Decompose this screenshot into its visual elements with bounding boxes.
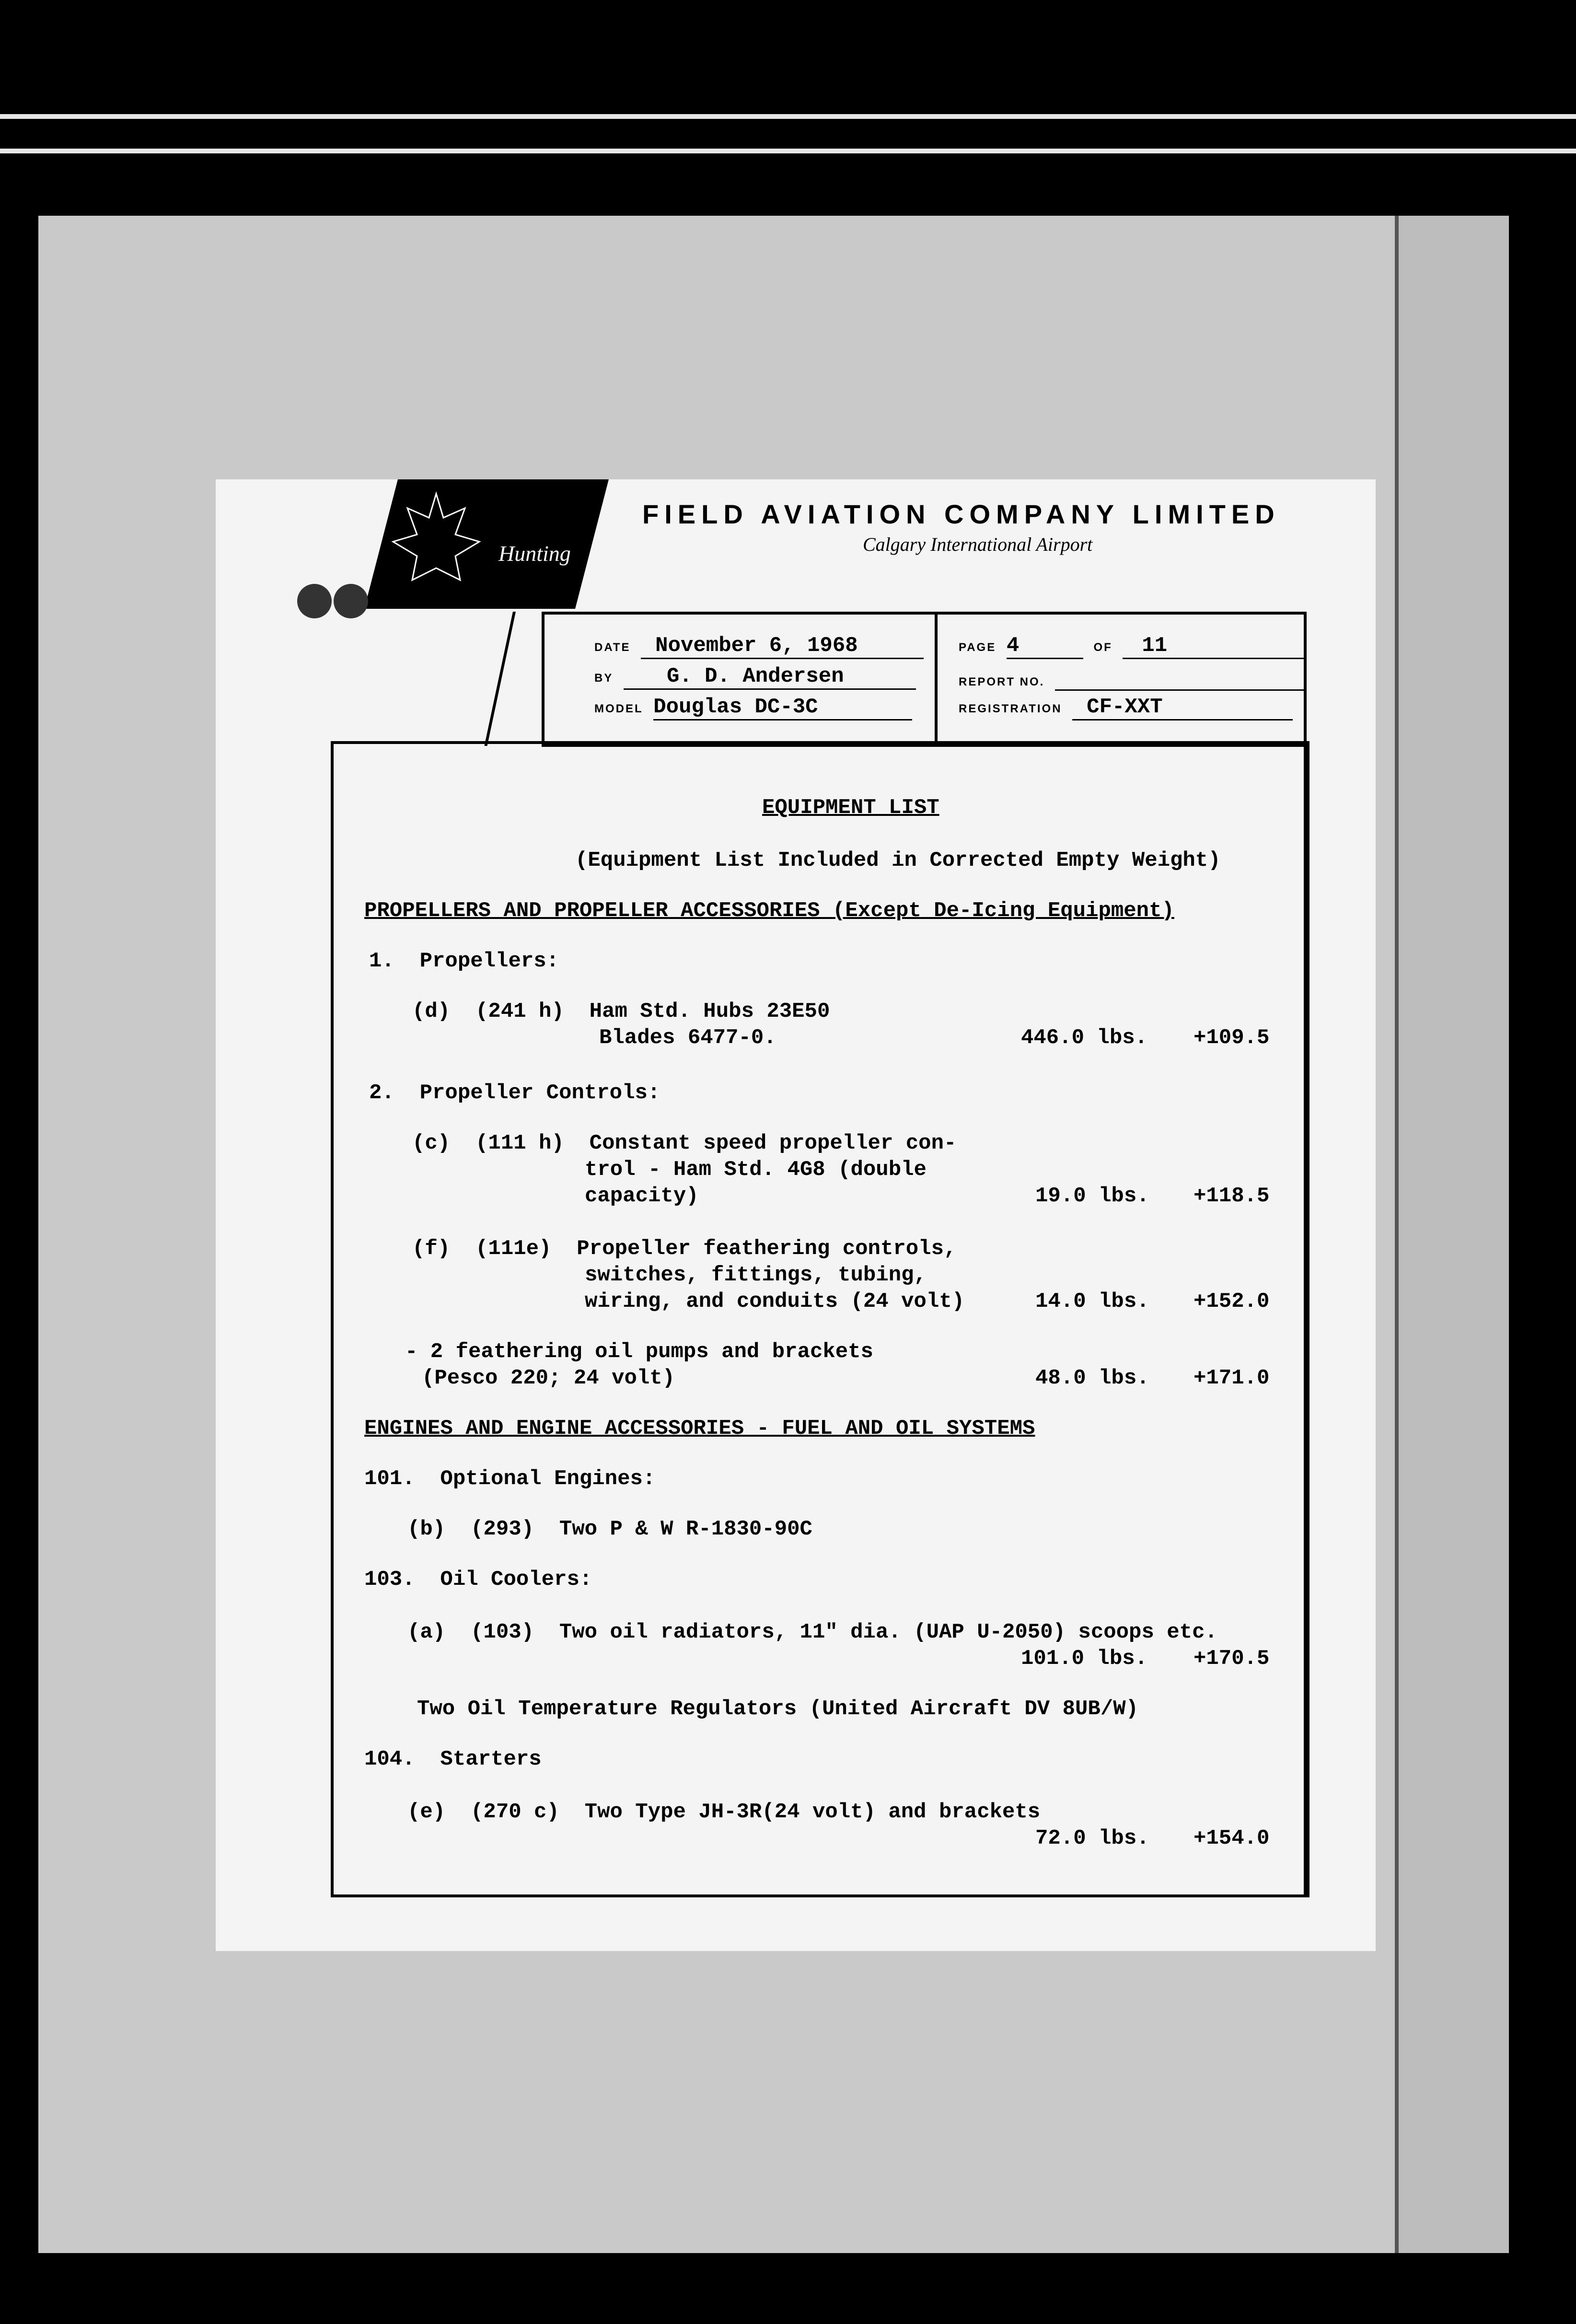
form-slant-edge (484, 612, 516, 746)
item-arm: +118.5 (1194, 1184, 1270, 1208)
registration-value: CF-XXT (1072, 695, 1293, 720)
film-edge-line-bottom (0, 149, 1576, 153)
item-weight: 101.0 lbs. (1021, 1647, 1148, 1671)
by-field (594, 664, 916, 690)
item-line: (b) (293) Two P & W R-1830-90C (407, 1517, 812, 1541)
report-field (959, 670, 1304, 691)
item-arm: +170.5 (1194, 1647, 1270, 1671)
model-label: MODEL (594, 702, 643, 715)
document-sheet (216, 479, 1376, 1951)
item-heading: 2. Propeller Controls: (369, 1081, 661, 1105)
item-weight: 14.0 lbs. (1035, 1290, 1149, 1313)
by-value: G. D. Andersen (624, 664, 916, 690)
section-heading: PROPELLERS AND PROPELLER ACCESSORIES (Except De-Icing Equipment) (364, 899, 1174, 923)
page-label: PAGE (959, 641, 997, 654)
item-heading: 101. Optional Engines: (364, 1467, 656, 1491)
registration-label: REGISTRATION (959, 702, 1062, 715)
film-edge-line-top (0, 114, 1576, 119)
of-label: OF (1093, 641, 1112, 654)
company-name: FIELD AVIATION COMPANY LIMITED (642, 499, 1280, 529)
item-arm: +154.0 (1194, 1826, 1270, 1850)
item-line: (Pesco 220; 24 volt) (422, 1366, 675, 1390)
item-line: (f) (111e) Propeller feathering controls, (412, 1237, 957, 1261)
hunting-logo (364, 479, 609, 609)
item-weight: 48.0 lbs. (1035, 1366, 1149, 1390)
punch-holes (297, 584, 370, 621)
item-line: (a) (103) Two oil radiators, 11" dia. (UAP U-2050) scoops etc. (407, 1620, 1217, 1644)
item-weight: 446.0 lbs. (1021, 1026, 1148, 1050)
item-weight: 19.0 lbs. (1035, 1184, 1149, 1208)
section-heading: ENGINES AND ENGINE ACCESSORIES - FUEL AND OIL SYSTEMS (364, 1417, 1035, 1441)
item-arm: +152.0 (1194, 1290, 1270, 1313)
list-subtitle: (Equipment List Included in Corrected Empty Weight) (575, 848, 1221, 872)
item-line: Blades 6477-0. (599, 1026, 776, 1050)
registration-field (959, 695, 1293, 720)
maple-leaf-icon (388, 489, 484, 594)
item-line: (e) (270 c) Two Type JH-3R(24 volt) and brackets (407, 1800, 1041, 1824)
item-arm: +109.5 (1194, 1026, 1270, 1050)
item-heading: 104. Starters (364, 1747, 542, 1771)
item-line: (c) (111 h) Constant speed propeller con- (412, 1131, 957, 1155)
item-heading: 1. Propellers: (369, 949, 559, 973)
item-line: - 2 feathering oil pumps and brackets (405, 1340, 873, 1364)
item-weight: 72.0 lbs. (1035, 1826, 1149, 1850)
company-location: Calgary International Airport (863, 534, 1093, 555)
item-line: (d) (241 h) Ham Std. Hubs 23E50 (412, 999, 830, 1023)
report-label: REPORT NO. (959, 675, 1045, 688)
item-arm: +171.0 (1194, 1366, 1270, 1390)
date-value: November 6, 1968 (641, 634, 924, 659)
logo-text: Hunting (498, 541, 571, 566)
page-value: 4 (1007, 634, 1083, 659)
by-label: BY (594, 672, 614, 685)
model-value: Douglas DC-3C (653, 695, 912, 720)
item-line: Two Oil Temperature Regulators (United Aircraft DV 8UB/W) (417, 1697, 1139, 1721)
punch-hole (297, 584, 332, 618)
page-field (959, 634, 1305, 659)
item-heading: 103. Oil Coolers: (364, 1568, 592, 1592)
date-field (594, 634, 924, 659)
list-title: EQUIPMENT LIST (762, 796, 939, 820)
item-line: trol - Ham Std. 4G8 (double (585, 1158, 927, 1182)
of-value: 11 (1123, 634, 1305, 659)
report-value (1055, 670, 1304, 691)
model-field (594, 695, 912, 720)
form-divider (935, 612, 938, 744)
item-line: wiring, and conduits (24 volt) (585, 1290, 965, 1313)
punch-hole (334, 584, 368, 618)
item-line: capacity) (585, 1184, 699, 1208)
item-line: switches, fittings, tubing, (585, 1263, 927, 1287)
date-label: DATE (594, 641, 631, 654)
backing-board-edge (1395, 216, 1509, 2253)
